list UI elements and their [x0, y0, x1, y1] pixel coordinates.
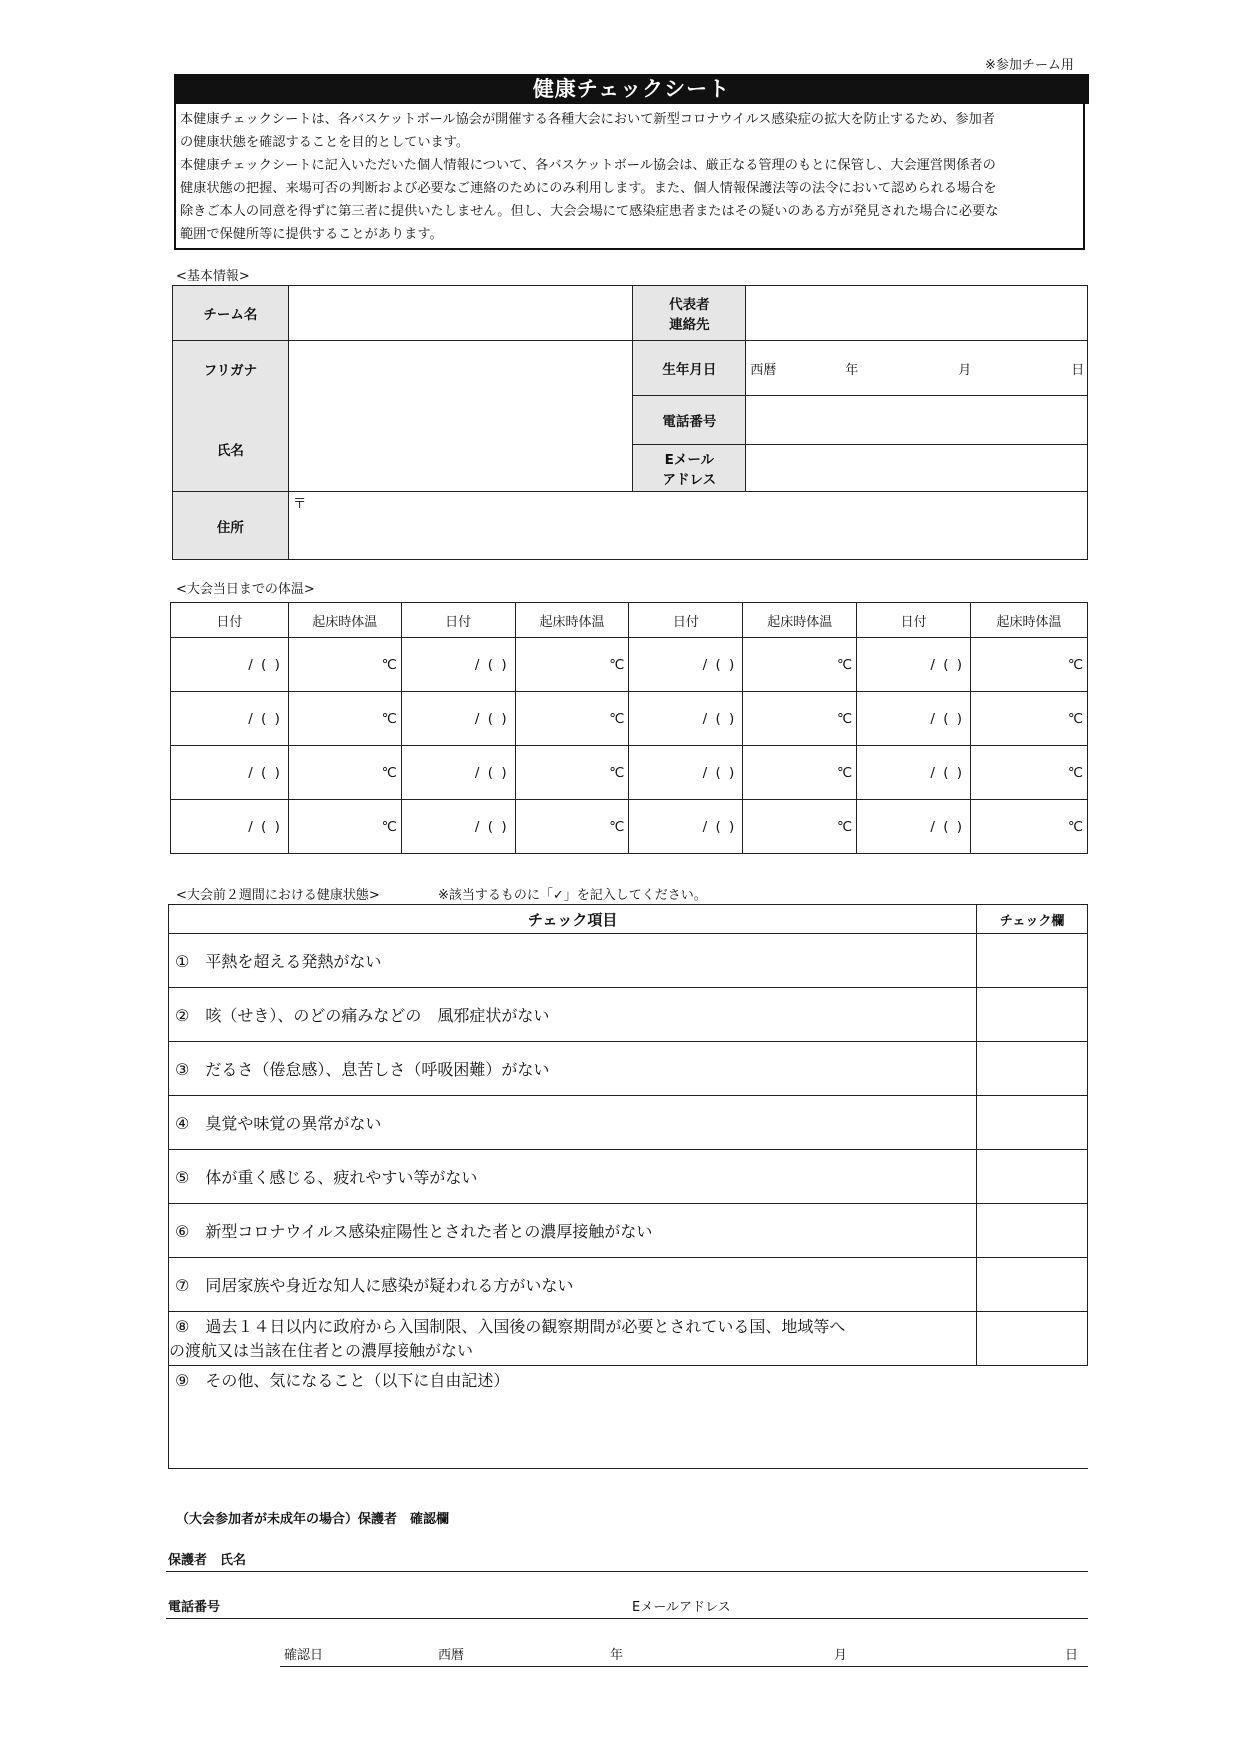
dob-month: 月 — [958, 362, 972, 378]
dob-input[interactable] — [746, 341, 1088, 396]
temp-cell[interactable]: ℃ — [971, 692, 1088, 746]
temp-header-date: 日付 — [401, 603, 515, 638]
check-item-8-line1: ⑧ 過去１４日以内に政府から入国制限、入国後の観察期間が必要とされている国、地域等へ — [175, 1316, 846, 1336]
temp-header-date: 日付 — [171, 603, 289, 638]
check-row-7 — [169, 1258, 1088, 1312]
date-cell[interactable]: / ( ) — [629, 692, 743, 746]
dob-label: 生年月日 — [633, 341, 746, 396]
phone-input[interactable] — [746, 396, 1088, 445]
temp-cell[interactable]: ℃ — [971, 800, 1088, 854]
guardian-name-line[interactable] — [166, 1545, 1088, 1572]
guardian-name-label: 保護者 氏名 — [168, 1553, 247, 1568]
check-box-4[interactable] — [977, 1096, 1088, 1150]
check-item-2: ② 咳（せき）、のどの痛みなどの 風邪症状がない — [169, 988, 977, 1042]
check-row-5 — [169, 1150, 1088, 1204]
check-row-4 — [169, 1096, 1088, 1150]
date-cell[interactable]: / ( ) — [857, 692, 971, 746]
address-label: 住所 — [173, 492, 289, 560]
rep-contact-input[interactable] — [746, 286, 1088, 341]
temp-header-date: 日付 — [629, 603, 743, 638]
temp-row — [171, 692, 1088, 746]
check-item-5: ⑤ 体が重く感じる、疲れやすい等がない — [169, 1150, 977, 1204]
date-cell[interactable]: / ( ) — [171, 746, 289, 800]
temp-cell[interactable]: ℃ — [515, 638, 629, 692]
guardian-section-title: （大会参加者が未成年の場合）保護者 確認欄 — [176, 1512, 450, 1527]
temp-cell[interactable]: ℃ — [515, 692, 629, 746]
check-box-1[interactable] — [977, 934, 1088, 988]
temp-cell[interactable]: ℃ — [515, 746, 629, 800]
date-cell[interactable]: / ( ) — [401, 746, 515, 800]
health-note: ※該当するものに「✓」を記入してください。 — [438, 888, 707, 903]
health-section-title: <大会前２週間における健康状態> — [176, 888, 380, 903]
date-cell[interactable]: / ( ) — [171, 800, 289, 854]
temp-header-temp: 起床時体温 — [288, 603, 401, 638]
temp-row — [171, 800, 1088, 854]
check-item-4: ④ 臭覚や味覚の異常がない — [169, 1096, 977, 1150]
check-item-3: ③ だるさ（倦怠感）、息苦しさ（呼吸困難）がない — [169, 1042, 977, 1096]
check-box-2[interactable] — [977, 988, 1088, 1042]
free-text-area[interactable] — [169, 1366, 1088, 1469]
guardian-date-line[interactable] — [280, 1638, 1088, 1667]
team-label: チーム名 — [173, 286, 289, 341]
temp-cell[interactable]: ℃ — [971, 746, 1088, 800]
intro-line: 範囲で保健所等に提供することがあります。 — [180, 227, 443, 242]
temp-cell[interactable]: ℃ — [288, 692, 401, 746]
check-item-9: ⑨ その他、気になること（以下に自由記述） — [175, 1371, 510, 1390]
dob-year: 年 — [845, 362, 859, 378]
email-label — [633, 445, 746, 492]
check-box-8[interactable] — [977, 1312, 1088, 1366]
intro-line: 本健康チェックシートは、各バスケットボール協会が開催する各種大会において新型コロナウイルス感染症の拡大を防止するため、参加者 — [180, 112, 995, 127]
date-cell[interactable]: / ( ) — [171, 638, 289, 692]
temp-cell[interactable]: ℃ — [288, 746, 401, 800]
name-label-cell — [173, 341, 289, 492]
page-title: 健康チェックシート — [174, 74, 1089, 104]
intro-line: 本健康チェックシートに記入いただいた個人情報について、各バスケットボール協会は、厳正なる管理のもとに保管し、大会運営関係者の — [180, 158, 996, 173]
check-row-8 — [169, 1312, 1088, 1366]
intro-line: の健康状態を確認することを目的としています。 — [180, 135, 470, 150]
date-cell[interactable]: / ( ) — [401, 692, 515, 746]
guardian-contact-line[interactable] — [166, 1592, 1088, 1619]
temp-header-temp: 起床時体温 — [743, 603, 857, 638]
intro-line: 健康状態の把握、来場可否の判断および必要なご連絡のためにのみ利用します。また、個人情報保護法等の法令において認められる場合を — [180, 181, 997, 196]
check-box-6[interactable] — [977, 1204, 1088, 1258]
guardian-email-label: Eメールアドレス — [632, 1600, 731, 1615]
check-item-8-line2: の渡航又は当該在住者との濃厚接触がない — [169, 1340, 474, 1360]
date-cell[interactable]: / ( ) — [401, 638, 515, 692]
check-row-1 — [169, 934, 1088, 988]
team-input[interactable] — [288, 286, 633, 341]
basic-section-title: <基本情報> — [176, 269, 250, 284]
confirm-date-label: 確認日 — [284, 1648, 324, 1663]
guardian-phone-label: 電話番号 — [168, 1600, 221, 1615]
rep-contact-label — [633, 286, 746, 341]
confirm-year: 年 — [610, 1648, 624, 1663]
check-row-9 — [169, 1366, 1088, 1469]
phone-label: 電話番号 — [633, 396, 746, 445]
temp-row — [171, 638, 1088, 692]
temp-header-temp: 起床時体温 — [515, 603, 629, 638]
basic-info-table — [172, 285, 1088, 560]
health-check-table — [168, 904, 1088, 1469]
date-cell[interactable]: / ( ) — [857, 638, 971, 692]
col-check-box: チェック欄 — [977, 905, 1088, 934]
temp-cell[interactable]: ℃ — [743, 746, 857, 800]
name-label: 氏名 — [216, 443, 244, 459]
temp-cell[interactable]: ℃ — [743, 638, 857, 692]
date-cell[interactable]: / ( ) — [629, 638, 743, 692]
check-item-7: ⑦ 同居家族や身近な知人に感染が疑われる方がいない — [169, 1258, 977, 1312]
temp-table — [170, 602, 1088, 854]
temp-cell[interactable]: ℃ — [288, 638, 401, 692]
check-box-3[interactable] — [977, 1042, 1088, 1096]
temp-cell[interactable]: ℃ — [971, 638, 1088, 692]
check-box-7[interactable] — [977, 1258, 1088, 1312]
address-input[interactable] — [288, 492, 1087, 560]
date-cell[interactable]: / ( ) — [401, 800, 515, 854]
top-note: ※参加チーム用 — [985, 58, 1074, 73]
temp-section-title: <大会当日までの体温> — [176, 582, 315, 597]
check-item-8 — [169, 1312, 977, 1366]
intro-line: 除きご本人の同意を得ずに第三者に提供いたしません。但し、大会会場にて感染症患者またはその疑いのある方が発見された場合に必要な — [180, 204, 999, 219]
date-cell[interactable]: / ( ) — [171, 692, 289, 746]
rep-label-line1: 代表者 — [669, 297, 710, 313]
check-row-6 — [169, 1204, 1088, 1258]
confirm-month: 月 — [834, 1648, 848, 1663]
furigana-label: フリガナ — [203, 363, 258, 379]
temp-row — [171, 746, 1088, 800]
check-item-1: ① 平熱を超える発熱がない — [169, 934, 977, 988]
name-input[interactable] — [288, 341, 633, 492]
date-cell[interactable]: / ( ) — [857, 800, 971, 854]
temp-header-temp: 起床時体温 — [971, 603, 1088, 638]
temp-header-date: 日付 — [857, 603, 971, 638]
dob-era: 西暦 — [750, 362, 777, 378]
temp-cell[interactable]: ℃ — [288, 800, 401, 854]
date-cell[interactable]: / ( ) — [629, 746, 743, 800]
check-row-3 — [169, 1042, 1088, 1096]
date-cell[interactable]: / ( ) — [629, 800, 743, 854]
email-label-line2: アドレス — [662, 472, 717, 488]
check-row-2 — [169, 988, 1088, 1042]
confirm-era: 西暦 — [438, 1648, 465, 1663]
date-cell[interactable]: / ( ) — [857, 746, 971, 800]
postal-mark: 〒 — [292, 496, 307, 512]
check-box-5[interactable] — [977, 1150, 1088, 1204]
temp-cell[interactable]: ℃ — [515, 800, 629, 854]
confirm-day: 日 — [1065, 1648, 1079, 1663]
intro-text — [174, 104, 1085, 250]
col-check-item: チェック項目 — [169, 905, 977, 934]
temp-cell[interactable]: ℃ — [743, 800, 857, 854]
email-input[interactable] — [746, 445, 1088, 492]
temp-cell[interactable]: ℃ — [743, 692, 857, 746]
rep-label-line2: 連絡先 — [669, 317, 710, 333]
dob-day: 日 — [1071, 362, 1085, 378]
email-label-line1: Eメール — [664, 452, 715, 468]
check-item-6: ⑥ 新型コロナウイルス感染症陽性とされた者との濃厚接触がない — [169, 1204, 977, 1258]
